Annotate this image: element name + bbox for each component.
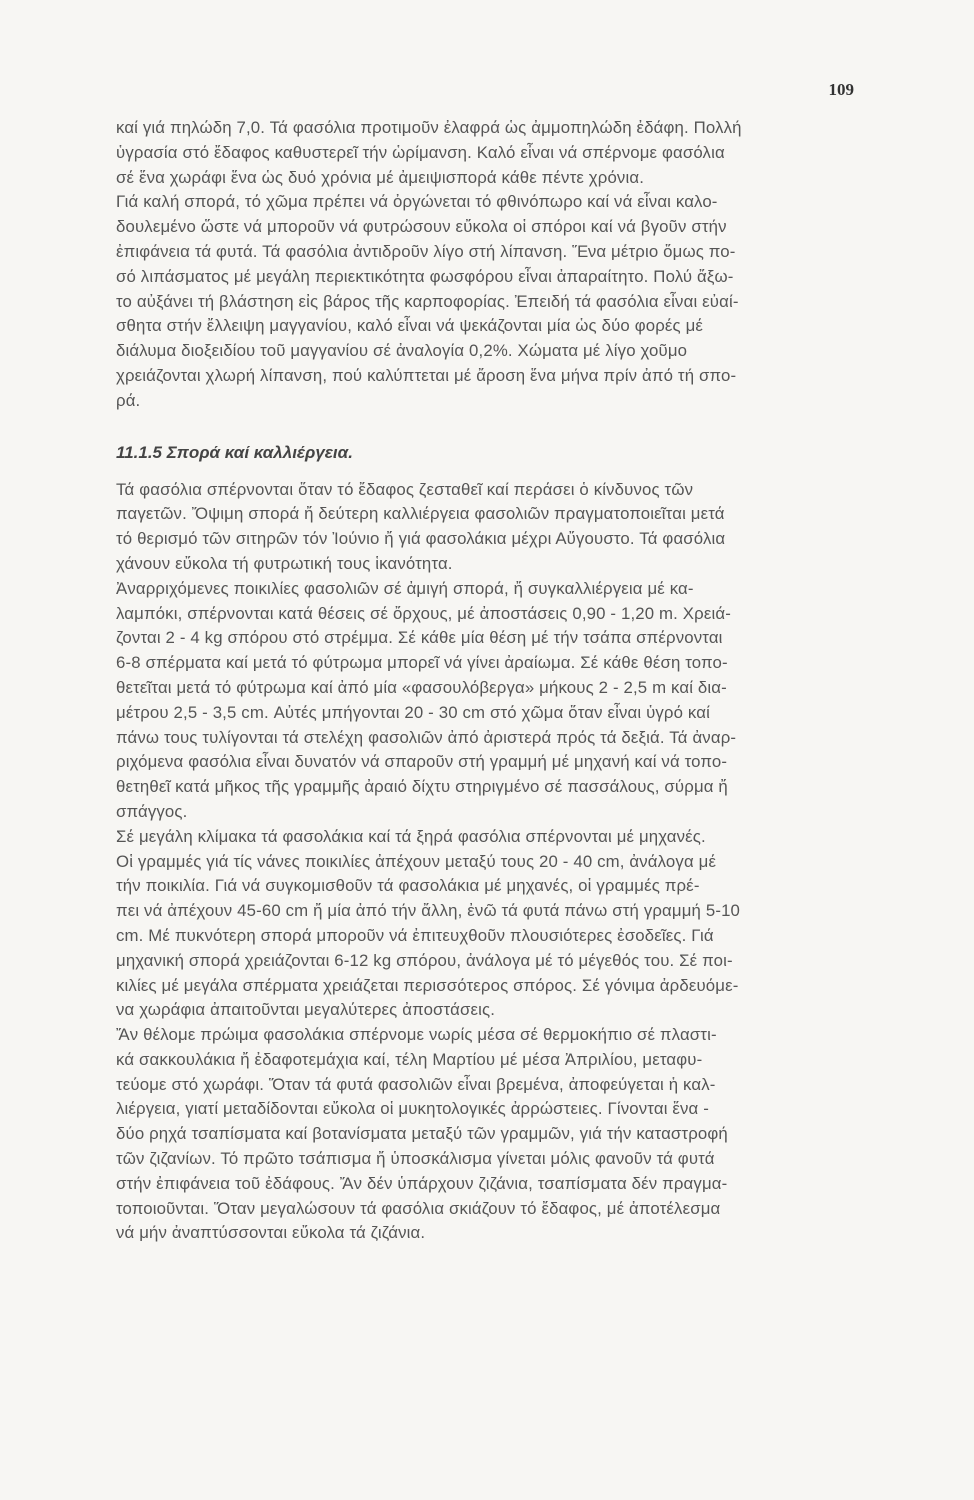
text-line: θετεῖται μετά τό φύτρωμα καί ἀπό μία «φασουλόβεργα» μήκους 2 - 2,5 m καί δια- — [116, 677, 727, 697]
text-line: ὑγρασία στό ἔδαφος καθυστερεῖ τήν ὡρίμανση. Καλό εἶναι νά σπέρνομε φασόλια — [116, 142, 725, 162]
text-line: μέτρου 2,5 - 3,5 cm. Αὐτές μπήγονται 20 - 30 cm στό χῶμα ὅταν εἶναι ὑγρό καί — [116, 702, 710, 722]
text-line: λαμπόκι, σπέρνονται κατά θέσεις σέ ὄρχους, μέ ἀποστάσεις 0,90 - 1,20 m. Χρειά- — [116, 603, 731, 623]
text-line: Ἀναρριχόμενες ποικιλίες φασολιῶν σέ ἀμιγή σπορά, ἤ συγκαλλιέργεια μέ κα- — [116, 578, 694, 598]
section-sowing — [116, 478, 856, 1272]
page-number: 109 — [828, 80, 854, 99]
text-line: ριχόμενα φασόλια εἶναι δυνατόν νά σπαροῦν στή γραμμή μέ μηχανή καί νά τοπο- — [116, 752, 728, 772]
text-line: τήν ποικιλία. Γιά νά συγκομισθοῦν τά φασολάκια μέ μηχανές, οἱ γραμμές πρέ- — [116, 876, 700, 896]
text-line: δύο ρηχά τσαπίσματα καί βοτανίσματα μεταξύ τῶν γραμμῶν, γιά τήν καταστροφή — [116, 1124, 728, 1144]
text-line: δουλεμένο ὥστε νά μποροῦν νά φυτρώσουν εὔκολα οἱ σπόροι καί νά βγοῦν στήν — [116, 217, 727, 237]
text-line: καί γιά πηλώδη 7,0. Τά φασόλια προτιμοῦν ἐλαφρά ὡς ἀμμοπηλώδη ἐδάφη. Πολλή — [116, 118, 742, 137]
text-line: ρά. — [116, 390, 141, 410]
text-line: πάνω τους τυλίγονται τά στελέχη φασολιῶν ἀπό ἀριστερά πρός τά δεξιά. Τά ἀναρ- — [116, 727, 737, 747]
text-line: μηχανική σπορά χρειάζονται 6-12 kg σπόρου, ἀνάλογα μέ τό μέγεθός του. Σέ ποι- — [116, 950, 733, 970]
text-line: νά μήν ἀναπτύσσονται εὔκολα τά ζιζάνια. — [116, 1223, 426, 1243]
text-line: Οἱ γραμμές γιά τίς νάνες ποικιλίες ἀπέχουν μεταξύ τους 20 - 40 cm, ἀνάλογα μέ — [116, 851, 717, 871]
text-line: τοποιοῦνται. Ὅταν μεγαλώσουν τά φασόλια σκιάζουν τό ἔδαφος, μέ ἀποτέλεσμα — [116, 1198, 721, 1218]
section-gap — [116, 414, 856, 440]
heading-gap — [116, 466, 856, 478]
text-line: cm. Μέ πυκνότερη σπορά μποροῦν νά ἐπιτευχθοῦν πλουσιότερες ἐσοδεῖες. Γιά — [116, 925, 714, 945]
text-line: τό θερισμό τῶν σιτηρῶν τόν Ἰούνιο ἤ γιά φασολάκια μέχρι Αὔγουστο. Τά φασόλια — [116, 529, 726, 549]
text-line: στήν ἐπιφάνεια τοῦ ἐδάφους. Ἄν δέν ὑπάρχουν ζιζάνια, τσαπίσματα δέν πραγμα- — [116, 1173, 728, 1193]
text-line: παγετῶν. Ὄψιμη σπορά ἤ δεύτερη καλλιέργεια φασολιῶν πραγματοποιεῖται μετά — [116, 504, 725, 524]
text-line: Ἄν θέλομε πρώιμα φασολάκια σπέρνομε νωρίς μέσα σέ θερμοκήπιο σέ πλαστι- — [116, 1025, 717, 1045]
text-line: χρειάζονται χλωρή λίπανση, πού καλύπτεται μέ ἄροση ἕνα μήνα πρίν ἀπό τή σπο- — [116, 365, 737, 385]
body-text — [116, 116, 856, 1271]
text-line: Σέ μεγάλη κλίμακα τά φασολάκια καί τά ξηρά φασόλια σπέρνονται μέ μηχανές. — [116, 826, 706, 846]
text-line — [116, 1246, 856, 1271]
text-line: τεύομε στό χωράφι. Ὅταν τά φυτά φασολιῶν εἶναι βρεμένα, ἀποφεύγεται ἡ καλ- — [116, 1074, 716, 1094]
text-line: το αὐξάνει τή βλάστηση εἰς βάρος τῆς καρποφορίας. Ἐπειδή τά φασόλια εἶναι εὐαί- — [116, 291, 739, 311]
text-line: 6-8 σπέρματα καί μετά τό φύτρωμα μπορεῖ νά γίνει ἀραίωμα. Σέ κάθε θέση τοπο- — [116, 653, 728, 673]
text-line: κιλίες μέ μεγάλα σπέρματα χρειάζεται περισσότερος σπόρος. Σέ γόνιμα ἀρδευόμε- — [116, 975, 739, 995]
text-line: Τά φασόλια σπέρνονται ὅταν τό ἔδαφος ζεσταθεῖ καί περάσει ὁ κίνδυνος τῶν — [116, 479, 694, 499]
text-line: λιέργεια, γιατί μεταδίδονται εὔκολα οἱ μυκητολογικές ἀρρώστειες. Γίνονται ἕνα - — [116, 1099, 709, 1119]
text-line: ζονται 2 - 4 kg σπόρου στό στρέμμα. Σέ κάθε μία θέση μέ τήν τσάπα σπέρνονται — [116, 628, 723, 648]
text-line: θετηθεῖ κατά μῆκος τῆς γραμμῆς ἀραιό δίχτυ στηριγμένο σέ πασσάλους, σύρμα ἤ — [116, 777, 728, 797]
text-line: σπάγγος. — [116, 801, 188, 821]
text-line: τῶν ζιζανίων. Τό πρῶτο τσάπισμα ἤ ὑποσκάλισμα γίνεται μόλις φανοῦν τά φυτά — [116, 1149, 715, 1169]
text-line: να χωράφια ἀπαιτοῦνται μεγαλύτερες ἀποστάσεις. — [116, 1000, 496, 1020]
text-line: Γιά καλή σπορά, τό χῶμα πρέπει νά ὀργώνεται τό φθινόπωρο καί νά εἶναι καλο- — [116, 192, 718, 212]
text-line: ἐπιφάνεια τά φυτά. Τά φασόλια ἀντιδροῦν λίγο στή λίπανση. Ἕνα μέτριο ὅμως πο- — [116, 241, 736, 261]
text-line: σέ ἕνα χωράφι ἕνα ὡς δυό χρόνια μέ ἀμειψισπορά κάθε πέντε χρόνια. — [116, 167, 645, 187]
text-line: κά σακκουλάκια ἤ ἐδαφοτεμάχια καί, τέλη Μαρτίου μέ μέσα Ἀπριλίου, μεταφυ- — [116, 1049, 703, 1069]
section-heading: 11.1.5 Σπορά καί καλλιέργεια. — [116, 442, 353, 462]
text-line: σθητα στήν ἔλλειψη μαγγανίου, καλό εἶναι νά ψεκάζονται μία ὡς δύο φορές μέ — [116, 316, 704, 336]
text-line: σό λιπάσματος μέ μεγάλη περιεκτικότητα φωσφόρου εἶναι ἀπαραίτητο. Πολύ ἄξω- — [116, 266, 734, 286]
text-line: πει νά ἀπέχουν 45-60 cm ἤ μία ἀπό τήν ἄλλη, ἐνῶ τά φυτά πάνω στή γραμμή 5-10 — [116, 901, 741, 921]
text-line: χάνουν εὔκολα τή φυτρωτική τους ἱκανότητα. — [116, 553, 453, 573]
section-intro — [116, 116, 856, 414]
text-line: διάλυμα διοξειδίου τοῦ μαγγανίου σέ ἀναλογία 0,2%. Χώματα μέ λίγο χοῦμο — [116, 341, 688, 361]
